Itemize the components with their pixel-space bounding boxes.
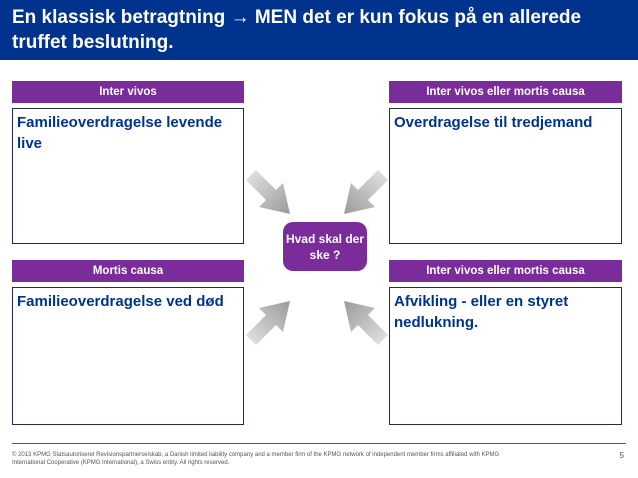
arrow-top-left [246,170,290,214]
arrow-bottom-left [246,301,290,345]
page-number: 5 [619,451,624,460]
box-text: Familieoverdragelse levende live [17,114,223,152]
header-inter-vivos: Inter vivos [12,81,244,103]
arrow-bottom-right [344,301,388,345]
arrow-top-right [344,170,388,214]
footer-copyright: © 2013 KPMG Statsautoriseret Revisionspartnerselskab, a Danish limited liability company and a member firm of the KPMG network of independent member firms affiliated with KPMG International Cooperative (KPMG International), a Swiss entity. All rights reserved. [12,452,500,466]
slide-title: En klassisk betragtning → MEN det er kun fokus på en allerede truffet beslutning. [12,7,582,53]
box-text: Familieoverdragelse ved død [17,293,224,310]
footer-divider [12,443,626,444]
header-inter-vivos-or-mortis-causa-bottom: Inter vivos eller mortis causa [389,260,622,282]
center-question-text: Hvad skal der ske ? [285,231,365,262]
box-text: Overdragelse til tredjemand [394,114,593,131]
header-inter-vivos-or-mortis-causa-top: Inter vivos eller mortis causa [389,81,622,103]
box-text: Afvikling - eller en styret nedlukning. [394,293,569,331]
center-question [283,222,367,271]
header-mortis-causa: Mortis causa [12,260,244,282]
